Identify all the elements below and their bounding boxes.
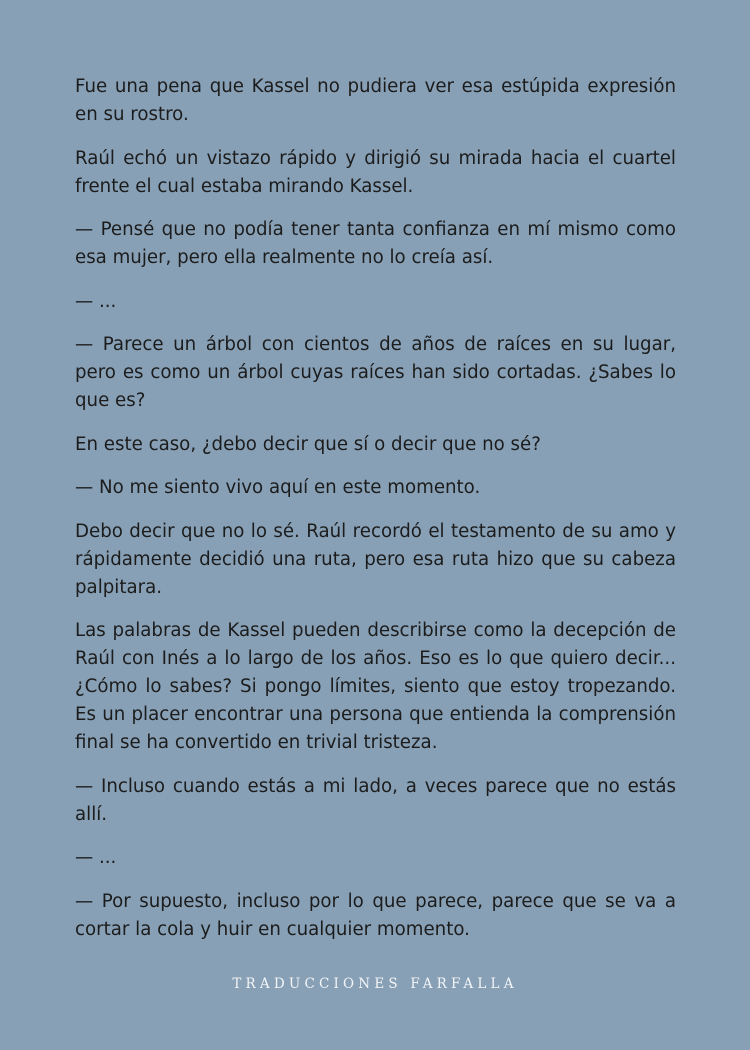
paragraph-6: En este caso, ¿debo decir que sí o decir que no sé? (75, 433, 541, 455)
paragraph-9: Las palabras de Kassel pueden describirse como la decepción de Raúl con Inés a lo largo de los años. Eso es lo que quiero decir... ¿Cómo lo sabes? Si pongo límites, siento que estoy tropezando. Es un placer encontrar una persona que entienda la comprensión final se ha convertido en trivial tristeza. (75, 620, 676, 753)
paragraph-8: Debo decir que no lo sé. Raúl recordó el testamento de su amo y rápidamente decidió una ruta, pero esa ruta hizo que su cabeza palpitara. (75, 520, 676, 598)
body-text (75, 73, 676, 959)
paragraph-3: — Pensé que no podía tener tanta confianza en mí mismo como esa mujer, pero ella realmente no lo creía así. (75, 219, 676, 268)
paragraph-2: Raúl echó un vistazo rápido y dirigió su mirada hacia el cuartel frente el cual estaba mirando Kassel. (75, 147, 676, 197)
paragraph-12: — Por supuesto, incluso por lo que parece, parece que se va a cortar la cola y huir en cualquier momento. (75, 890, 676, 940)
paragraph-10: — Incluso cuando estás a mi lado, a veces parece que no estás allí. (75, 775, 676, 825)
paragraph-4: — ... (75, 290, 117, 312)
paragraph-1: Fue una pena que Kassel no pudiera ver esa estúpida expresión en su rostro. (75, 76, 676, 125)
paragraph-7: — No me siento vivo aquí en este momento. (75, 477, 481, 498)
footer-credit: TRADUCCIONES FARFALLA (232, 976, 518, 992)
paragraph-11: — ... (75, 847, 117, 868)
paragraph-5: — Parece un árbol con cientos de años de raíces en su lugar, pero es como un árbol cuyas raíces han sido cortadas. ¿Sabes lo que es? (75, 334, 676, 411)
